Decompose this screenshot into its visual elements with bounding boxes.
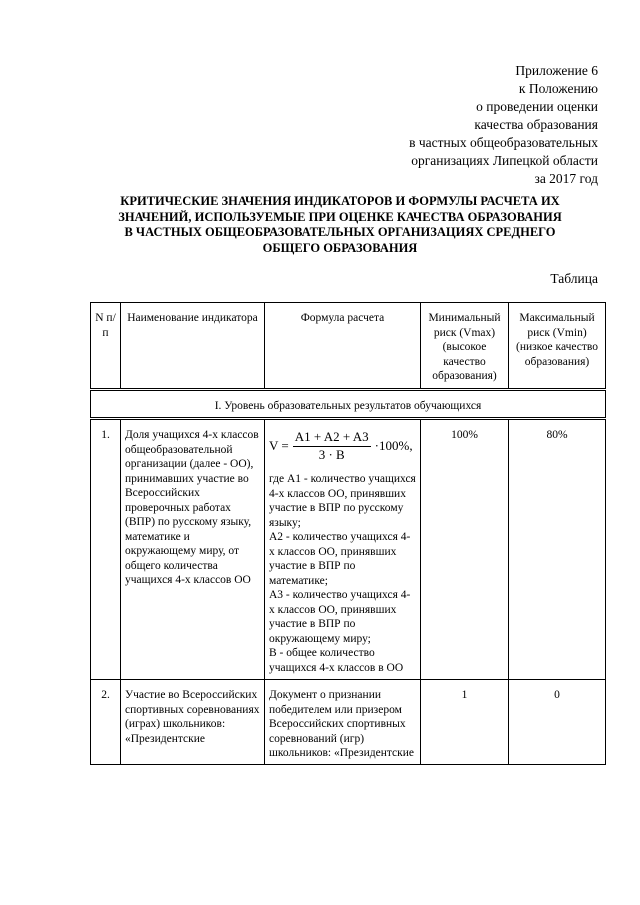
formula-text: Документ о признании победителем или призером Всероссийских спортивных соревнований (игр) школьников: «Президентские <box>269 689 414 759</box>
formula-cell <box>265 419 421 680</box>
formula-fraction <box>293 430 371 462</box>
row-number: 2. <box>91 680 121 765</box>
appendix-line: за 2017 год <box>534 171 598 186</box>
header-min-risk: Минимальный риск (Vmax) (высокое качество образования) <box>421 303 509 390</box>
title-line: ЗНАЧЕНИЙ, ИСПОЛЬЗУЕМЫЕ ПРИ ОЦЕНКЕ КАЧЕСТВА ОБРАЗОВАНИЯ <box>118 209 562 224</box>
formula-numerator: A1 + A2 + A3 <box>293 430 371 447</box>
row-number: 1. <box>91 419 121 680</box>
header-max-risk: Максимальный риск (Vmin) (низкое качество образования) <box>509 303 606 390</box>
appendix-line: к Положению <box>518 81 598 96</box>
formula-lhs: V = <box>269 437 289 453</box>
formula-desc-line: B - общее количество учащихся 4-х классов в ОО <box>269 647 404 674</box>
formula-denominator: 3 · B <box>318 446 345 462</box>
header-num: N п/п <box>91 303 121 390</box>
indicator-name: Участие во Всероссийских спортивных соревнованиях (играх) школьников: «Президентские <box>125 689 260 745</box>
appendix-line: Приложение 6 <box>515 63 598 78</box>
formula-desc-line: A3 - количество учащихся 4-х классов ОО, принявших участие в ВПР по окружающему миру; <box>269 589 411 645</box>
title-line: ОБЩЕГО ОБРАЗОВАНИЯ <box>262 240 418 255</box>
max-risk-value: 0 <box>509 680 606 765</box>
appendix-block <box>409 62 598 188</box>
indicator-name: Доля учащихся 4-х классов общеобразовательной организации (далее - ОО), принимавших участие во Всероссийских проверочных работах (ВПР) по русскому языку, математике и окружающему миру, от общего количества учащихся 4-х классов ОО <box>121 419 265 680</box>
header-name: Наименование индикатора <box>121 303 265 390</box>
table-row <box>91 680 606 765</box>
min-risk-value: 100% <box>421 419 509 680</box>
min-risk-value: 1 <box>421 680 509 765</box>
title-line: КРИТИЧЕСКИЕ ЗНАЧЕНИЯ ИНДИКАТОРОВ И ФОРМУЛЫ РАСЧЕТА ИХ <box>120 194 560 208</box>
document-title <box>60 194 620 256</box>
table-caption: Таблица <box>550 271 598 286</box>
appendix-line: организациях Липецкой области <box>411 153 598 168</box>
header-formula: Формула расчета <box>265 303 421 390</box>
appendix-line: о проведении оценки <box>476 99 598 114</box>
table-row <box>91 419 606 680</box>
header-row <box>91 303 606 390</box>
appendix-line: в частных общеобразовательных <box>409 135 598 150</box>
appendix-line: качества образования <box>474 117 598 132</box>
title-line: В ЧАСТНЫХ ОБЩЕОБРАЗОВАТЕЛЬНЫХ ОРГАНИЗАЦИЯХ СРЕДНЕГО <box>124 225 556 239</box>
max-risk-value: 80% <box>509 419 606 680</box>
formula-cell <box>265 680 421 765</box>
formula-tail: ·100%, <box>374 437 413 453</box>
indicator-name-cell <box>121 680 265 765</box>
formula <box>269 430 416 462</box>
section-title: I. Уровень образовательных результатов обучающихся <box>91 389 606 419</box>
formula-desc-line: A2 - количество учащихся 4-х классов ОО, принявших участие в ВПР по математике; <box>269 531 411 587</box>
section-row <box>91 389 606 419</box>
indicators-table <box>90 302 606 765</box>
formula-description <box>269 472 416 675</box>
formula-desc-line: где A1 - количество учащихся 4-х классов ОО, принявших участие в ВПР по русскому языку; <box>269 473 416 529</box>
